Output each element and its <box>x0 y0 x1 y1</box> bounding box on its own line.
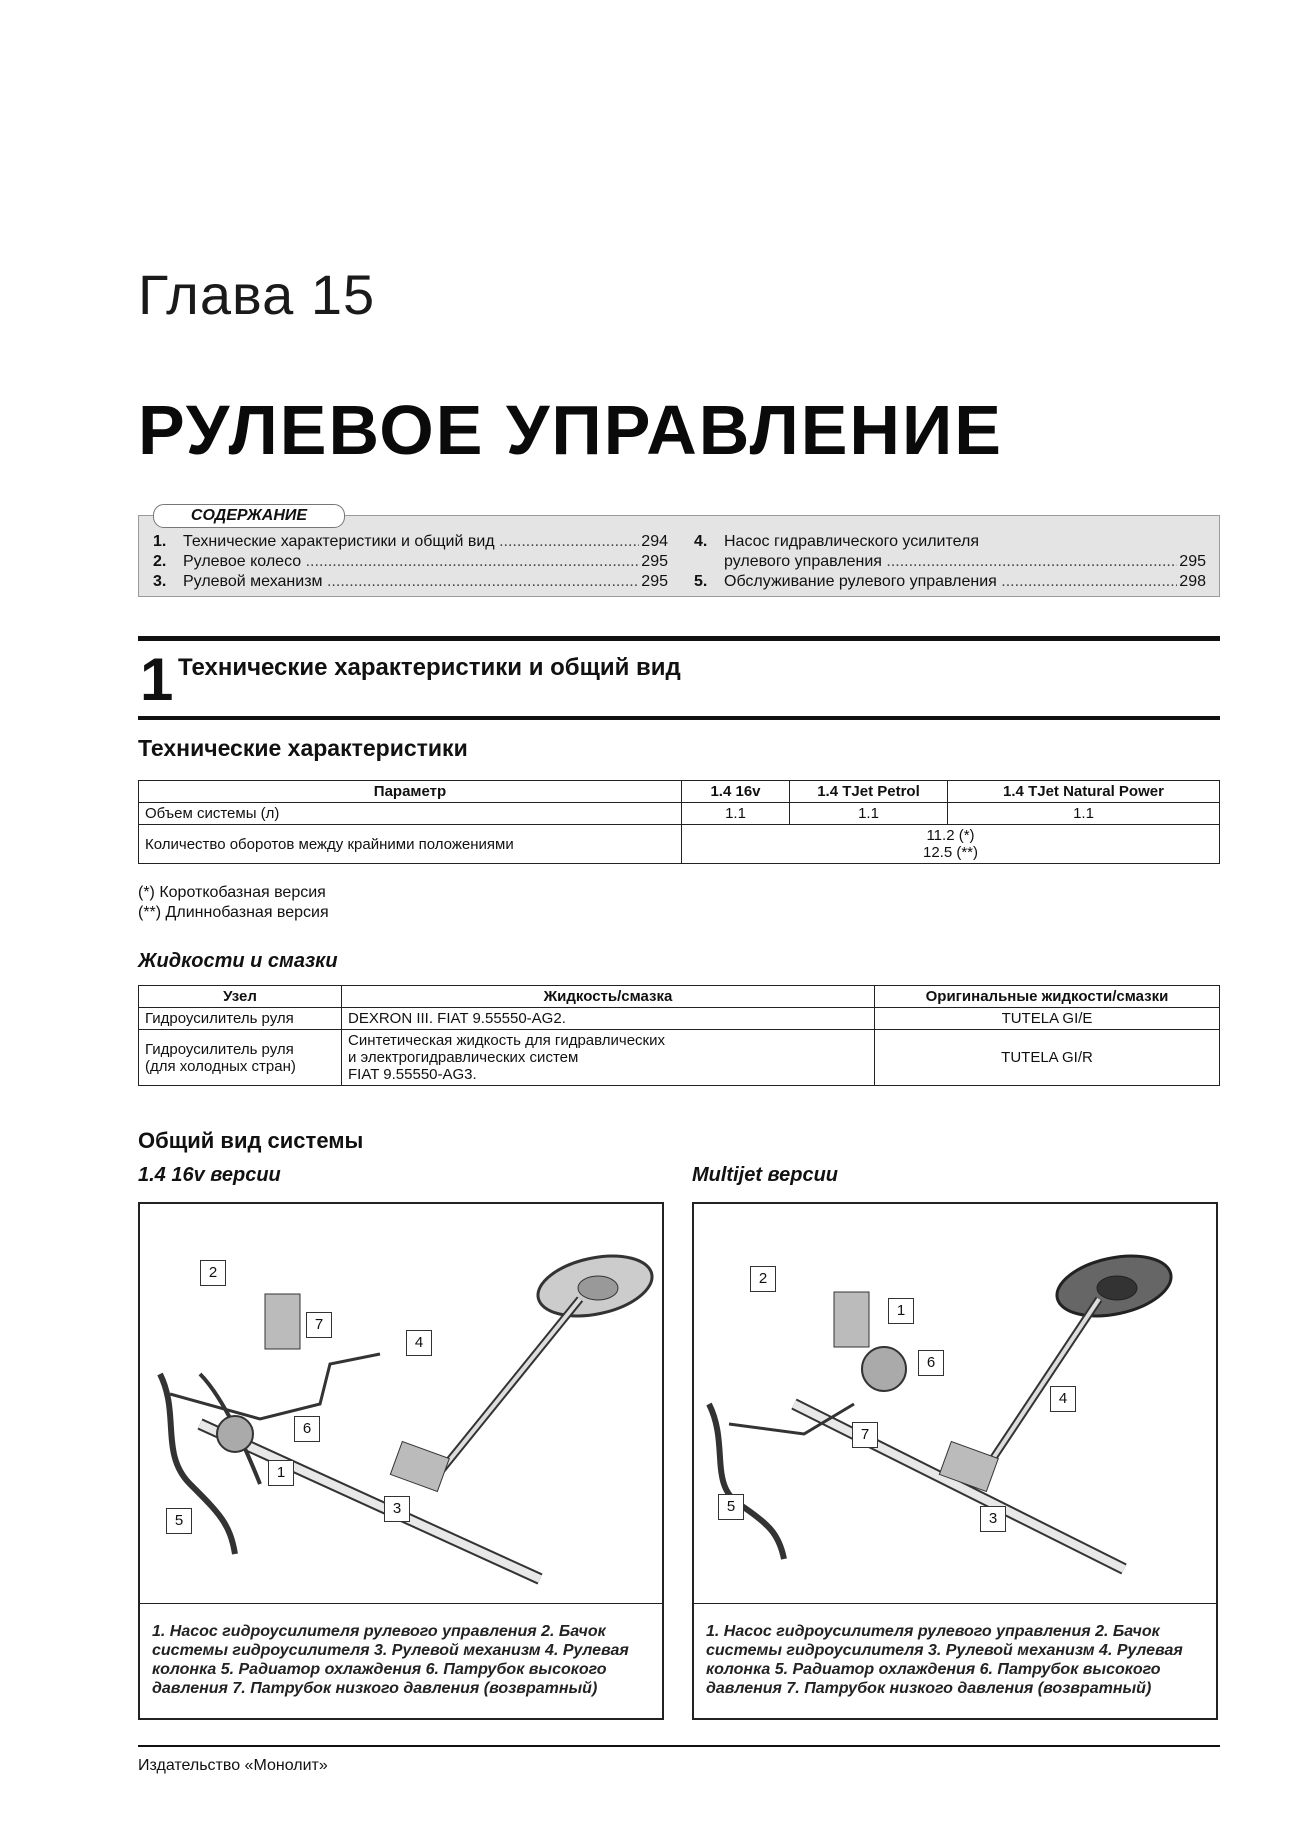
callout-2: 2 <box>200 1260 226 1286</box>
cell <box>139 1030 342 1086</box>
overview-heading: Общий вид системы <box>138 1128 364 1153</box>
cell-line: и электрогидравлических систем <box>348 1049 579 1066</box>
cell: 1.1 <box>682 803 790 825</box>
section-number: 1 <box>140 646 174 713</box>
callout-4: 4 <box>1050 1386 1076 1412</box>
section-title: Технические характеристики и общий вид <box>178 654 681 681</box>
callout-7: 7 <box>852 1422 878 1448</box>
table-of-contents <box>138 507 1220 597</box>
figure-left <box>138 1202 664 1720</box>
cell: 1.1 <box>948 803 1220 825</box>
fluids-heading: Жидкости и смазки <box>138 950 338 972</box>
callout-7: 7 <box>306 1312 332 1338</box>
figure-right <box>692 1202 1218 1720</box>
footnote: (**) Длиннобазная версия <box>138 904 329 921</box>
col-header: 1.4 TJet Natural Power <box>948 781 1220 803</box>
left-figure-label: 1.4 16v версии <box>138 1164 281 1186</box>
callout-1: 1 <box>888 1298 914 1324</box>
figure-caption: 1. Насос гидроусилителя рулевого управления 2. Бачок системы гидроусилителя 3. Рулевой механизм 4. Рулевая колонка 5. Радиатор охлаждения 6. Патрубок высокого давления 7. Патрубок низкого давления (возвратный) <box>706 1623 1183 1697</box>
chapter-label: Глава 15 <box>138 263 376 326</box>
cell <box>682 825 1220 864</box>
toc-item[interactable]: 2. Рулевое колесо ..... 295 <box>153 552 668 572</box>
specs-heading: Технические характеристики <box>138 735 468 761</box>
table-row <box>139 803 1220 825</box>
col-header: Оригинальные жидкости/смазки <box>875 986 1220 1008</box>
col-header: 1.4 TJet Petrol <box>790 781 948 803</box>
callout-6: 6 <box>294 1416 320 1442</box>
col-header: Узел <box>139 986 342 1008</box>
col-header: Жидкость/смазка <box>342 986 875 1008</box>
cell-line: (для холодных стран) <box>145 1057 296 1075</box>
toc-item[interactable]: 3. Рулевой механизм ..... 295 <box>153 572 668 592</box>
figure-caption: 1. Насос гидроусилителя рулевого управления 2. Бачок системы гидроусилителя 3. Рулевой механизм 4. Рулевая колонка 5. Радиатор охлаждения 6. Патрубок высокого давления 7. Патрубок низкого давления (возвратный) <box>152 1623 629 1697</box>
section-top-rule <box>138 636 1220 641</box>
cell-line: 12.5 (**) <box>922 844 979 861</box>
cell: TUTELA GI/E <box>875 1008 1220 1030</box>
cell <box>342 1030 875 1086</box>
right-figure-label: Multijet версии <box>692 1164 839 1186</box>
fluids-table <box>138 985 1220 1086</box>
cell-line: Синтетическая жидкость для гидравлических <box>348 1032 665 1049</box>
cell: Количество оборотов между крайними положениями <box>139 825 682 864</box>
chapter-title: РУЛЕВОЕ УПРАВЛЕНИЕ <box>138 391 1003 469</box>
cell-line: 11.2 (*) <box>926 827 975 844</box>
toc-label: СОДЕРЖАНИЕ <box>153 504 345 528</box>
callout-5: 5 <box>166 1508 192 1534</box>
toc-right-column <box>694 532 1206 592</box>
specs-table <box>138 780 1220 864</box>
callout-5: 5 <box>718 1494 744 1520</box>
table-row <box>139 825 1220 864</box>
toc-item[interactable]: 1. Технические характеристики и общий вид ..... 294 <box>153 532 668 552</box>
cell: Объем системы (л) <box>139 803 682 825</box>
table-header-row <box>139 781 1220 803</box>
callout-1: 1 <box>268 1460 294 1486</box>
toc-left-column <box>153 532 668 592</box>
toc-item[interactable]: 5. Обслуживание рулевого управления ..... 298 <box>694 572 1206 592</box>
table-row <box>139 1008 1220 1030</box>
toc-item[interactable]: 4. Насос гидравлического усилителя <box>694 533 979 550</box>
footer-rule <box>138 1745 1220 1747</box>
callout-4: 4 <box>406 1330 432 1356</box>
callout-3: 3 <box>384 1496 410 1522</box>
cell: TUTELA GI/R <box>875 1030 1220 1086</box>
col-header: Параметр <box>139 781 682 803</box>
col-header: 1.4 16v <box>682 781 790 803</box>
callout-2: 2 <box>750 1266 776 1292</box>
cell: Гидроусилитель руля <box>139 1008 342 1030</box>
toc-item-continuation[interactable]: рулевого управления ..... 295 <box>694 552 1206 572</box>
cell-line: FIAT 9.55550-AG3. <box>348 1066 477 1083</box>
cell: DEXRON III. FIAT 9.55550-AG2. <box>342 1008 875 1030</box>
steering-system-drawing-right <box>694 1204 1216 1604</box>
footnote: (*) Короткобазная версия <box>138 884 326 901</box>
section-bottom-rule <box>138 716 1220 720</box>
callout-3: 3 <box>980 1506 1006 1532</box>
table-row <box>139 1030 1220 1086</box>
publisher-footer: Издательство «Монолит» <box>138 1757 328 1774</box>
callout-6: 6 <box>918 1350 944 1376</box>
cell: 1.1 <box>790 803 948 825</box>
cell-line: Гидроусилитель руля <box>145 1040 294 1058</box>
table-header-row <box>139 986 1220 1008</box>
